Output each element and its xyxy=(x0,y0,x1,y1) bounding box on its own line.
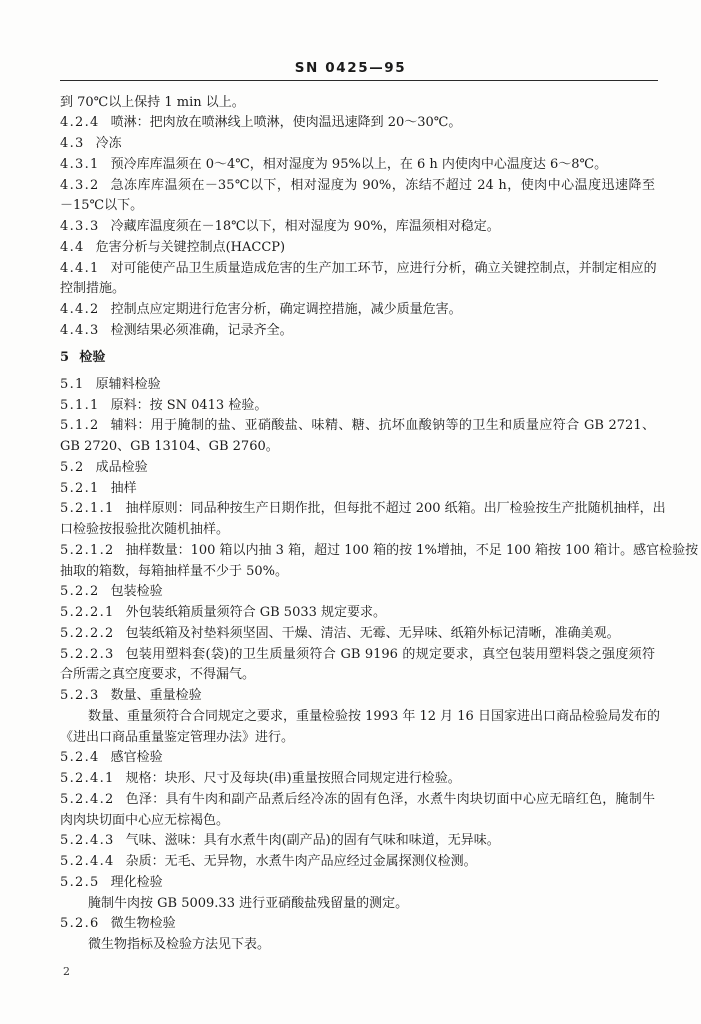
clause-line xyxy=(60,852,655,873)
clause-text: 包装用塑料套(袋)的卫生质量须符合 GB 9196 的规定要求，真空包装用塑料袋之强度须符 xyxy=(125,646,655,662)
clause-text: 成品检验 xyxy=(95,459,148,475)
clause-text: 杂质：无毛、无异物，水煮牛肉产品应经过金属探测仪检测。 xyxy=(125,854,477,870)
clause-text: 预冷库库温须在 0～4℃，相对湿度为 95%以上，在 6 h 内使肉中心温度达 6～8℃。 xyxy=(110,156,608,172)
clause-text: 气味、滋味：具有水煮牛肉(副产品)的固有气味和味道，无异味。 xyxy=(125,833,500,849)
clause-number: 5.1.2 xyxy=(60,418,100,434)
line-text: 控制措施。 xyxy=(60,281,126,297)
clause-number: 5.2.4.1 xyxy=(60,771,115,787)
paragraph-line xyxy=(60,935,655,956)
continuation-line xyxy=(60,437,655,458)
clause-text: 规格：块形、尺寸及每块(串)重量按照合同规定进行检验。 xyxy=(125,771,461,787)
clause-number: 4.4.2 xyxy=(60,302,100,317)
clause-number: 5.2.5 xyxy=(60,874,100,890)
clause-number: 4.4.3 xyxy=(60,322,100,338)
line-text: 到 70℃以上保持 1 min 以上。 xyxy=(60,94,245,110)
line-text: －15℃以下。 xyxy=(60,198,144,214)
clause-line xyxy=(60,321,655,342)
clause-number: 5.2.1.2 xyxy=(60,542,115,558)
clause-number: 5.2.1 xyxy=(60,480,100,496)
clause-line xyxy=(60,176,655,197)
subsection-heading xyxy=(60,748,655,769)
line-text: 口检验按报验批次随机抽样。 xyxy=(60,522,230,538)
continuation-line xyxy=(60,520,655,541)
clause-line xyxy=(60,645,655,666)
subsection-heading xyxy=(60,582,655,603)
subsection-heading xyxy=(60,914,655,935)
continuation-line xyxy=(60,562,655,583)
clause-text: 喷淋：把肉放在喷淋线上喷淋，使肉温迅速降到 20～30℃。 xyxy=(110,115,462,131)
clause-line xyxy=(60,769,655,790)
line-text: 抽取的箱数，每箱抽样量不少于 50%。 xyxy=(60,563,289,579)
clause-line xyxy=(60,113,655,134)
clause-number: 4.2.4 xyxy=(60,115,100,131)
clause-number: 5.2.2 xyxy=(60,584,100,600)
clause-text: 原料：按 SN 0413 检验。 xyxy=(110,397,268,413)
clause-number: 4.4.1 xyxy=(60,260,100,276)
clause-line xyxy=(60,155,655,176)
clause-line xyxy=(60,499,666,520)
clause-text: 色泽：具有牛肉和副产品煮后经冷冻的固有色泽，水煮牛肉块切面中心应无暗红色，腌制牛 xyxy=(125,791,655,807)
section-title: 检验 xyxy=(79,349,106,365)
continuation-line xyxy=(60,93,655,114)
clause-line xyxy=(60,259,655,280)
clause-text: 原辅料检验 xyxy=(95,376,161,392)
clause-text: 冷冻 xyxy=(95,136,122,151)
document-body xyxy=(60,93,699,956)
clause-line xyxy=(60,603,655,624)
line-text: 合所需之真空度要求，不得漏气。 xyxy=(60,667,256,683)
line-text: GB 2720、GB 13104、GB 2760。 xyxy=(60,439,279,455)
clause-line xyxy=(60,300,655,321)
clause-text: 抽样数量：100 箱以内抽 3 箱，超过 100 箱的按 1%增抽，不足 100 箱按 100 箱计。感官检验按 xyxy=(125,542,699,558)
clause-number: 4.3.3 xyxy=(60,219,100,234)
clause-text: 控制点应定期进行危害分析，确定调控措施，减少质量危害。 xyxy=(110,302,462,317)
clause-number: 5.2.2.3 xyxy=(60,646,115,662)
clause-number: 4.4 xyxy=(60,239,85,255)
clause-number: 5.2.2.1 xyxy=(60,605,115,621)
clause-number: 4.3.1 xyxy=(60,156,100,172)
subsection-heading xyxy=(60,134,655,155)
clause-line xyxy=(60,790,655,811)
clause-number: 5.2.6 xyxy=(60,916,100,932)
clause-text: 急冻库库温须在－35℃以下，相对湿度为 90%，冻结不超过 24 h，使肉中心温度迅速降至 xyxy=(110,177,655,193)
line-text: 微生物指标及检验方法见下表。 xyxy=(88,937,271,953)
line-text: 肉肉块切面中心应无棕褐色。 xyxy=(60,812,230,828)
clause-number: 5.1.1 xyxy=(60,397,100,413)
subsection-heading xyxy=(60,458,655,479)
clause-text: 检测结果必须准确，记录齐全。 xyxy=(110,322,293,338)
clause-number: 5.2.4.4 xyxy=(60,854,115,870)
continuation-line xyxy=(60,728,655,749)
clause-text: 数量、重量检验 xyxy=(110,688,202,704)
clause-text: 微生物检验 xyxy=(110,916,176,932)
clause-number: 4.3.2 xyxy=(60,177,100,193)
standard-code-header: SN 0425—95 xyxy=(294,60,407,76)
clause-line xyxy=(60,541,699,562)
paragraph-line xyxy=(60,707,660,728)
clause-text: 抽样原则：同品种按生产日期作批，但每批不超过 200 纸箱。出厂检验按生产批随机抽样，出 xyxy=(125,501,666,517)
clause-line xyxy=(60,217,655,238)
clause-text: 抽样 xyxy=(110,480,137,496)
continuation-line xyxy=(60,811,655,832)
clause-number: 5.1 xyxy=(60,376,85,392)
continuation-line xyxy=(60,279,655,300)
clause-text: 包装检验 xyxy=(110,584,163,600)
subsection-heading xyxy=(60,686,655,707)
page-number: 2 xyxy=(63,965,70,978)
clause-number: 5.2 xyxy=(60,459,85,475)
clause-text: 对可能使产品卫生质量造成危害的生产加工环节，应进行分析，确立关键控制点，并制定相应的 xyxy=(110,260,657,276)
line-text: 腌制牛肉按 GB 5009.33 进行亚硝酸盐残留量的测定。 xyxy=(88,895,409,911)
clause-number: 4.3 xyxy=(60,136,85,151)
clause-number: 5.2.1.1 xyxy=(60,501,115,517)
clause-number: 5.2.4 xyxy=(60,750,100,766)
clause-number: 5.2.4.3 xyxy=(60,833,115,849)
section-number: 5 xyxy=(60,349,71,365)
subsection-heading xyxy=(60,479,655,500)
section-heading xyxy=(60,348,655,369)
clause-line xyxy=(60,624,655,645)
paragraph-line xyxy=(60,894,655,915)
continuation-line xyxy=(60,196,655,217)
clause-line xyxy=(60,831,655,852)
clause-line xyxy=(60,416,655,437)
header-rule xyxy=(60,80,658,81)
clause-text: 冷藏库温度须在－18℃以下，相对湿度为 90%，库温须相对稳定。 xyxy=(110,219,500,234)
clause-number: 5.2.3 xyxy=(60,688,100,704)
clause-text: 辅料：用于腌制的盐、亚硝酸盐、味精、糖、抗坏血酸钠等的卫生和质量应符合 GB 2721、 xyxy=(110,418,655,434)
clause-text: 包装纸箱及衬垫料须坚固、干燥、清洁、无霉、无异味、纸箱外标记清晰，准确美观。 xyxy=(125,625,620,641)
subsection-heading xyxy=(60,238,655,259)
clause-text: 感官检验 xyxy=(110,750,163,766)
clause-line xyxy=(60,396,655,417)
clause-text: 外包装纸箱质量须符合 GB 5033 规定要求。 xyxy=(125,605,387,621)
line-text: 《进出口商品重量鉴定管理办法》进行。 xyxy=(60,729,295,745)
clause-text: 危害分析与关键控制点(HACCP) xyxy=(95,239,286,255)
line-text: 数量、重量须符合合同规定之要求，重量检验按 1993 年 12 月 16 日国家进出口商品检验局发布的 xyxy=(88,708,660,724)
subsection-heading xyxy=(60,873,655,894)
clause-number: 5.2.4.2 xyxy=(60,791,115,807)
subsection-heading xyxy=(60,375,655,396)
clause-number: 5.2.2.2 xyxy=(60,625,115,641)
continuation-line xyxy=(60,665,655,686)
clause-text: 理化检验 xyxy=(110,874,163,890)
